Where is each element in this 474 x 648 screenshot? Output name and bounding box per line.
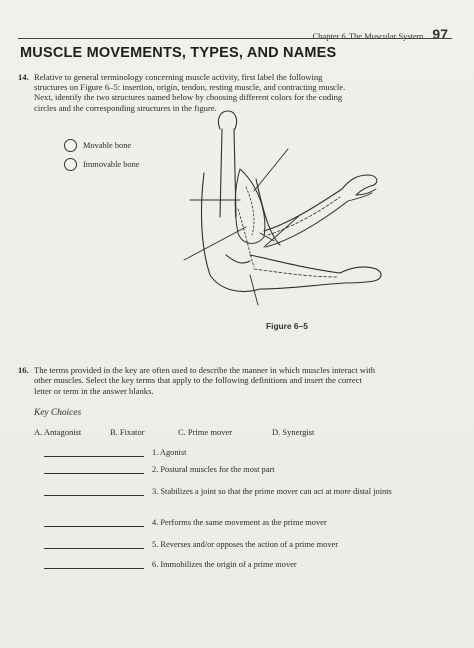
extended-forearm-top [250,255,340,273]
key-choice: B. Fixator [110,427,145,437]
flexed-forearm-top [264,189,342,231]
question-number: 14. [18,72,29,82]
figure-caption: Figure 6–5 [266,321,308,331]
definition-row [44,487,400,497]
title-rule [18,38,452,39]
definition-text: 5. Reverses and/or opposes the action of a prime mover [152,540,339,549]
chapter-title: The Muscular System [348,31,424,41]
key-choice: D. Synergist [272,427,315,437]
legend-item-movable-bone [64,136,140,155]
arm-muscle-figure [180,105,385,315]
muscle-inner-line [246,187,254,235]
key-choices [34,427,314,437]
coding-circle-immovable-bone[interactable] [64,158,77,171]
definition-row [44,448,400,458]
flexed-forearm-bone [268,197,340,235]
upper-arm-outline [202,173,260,291]
color-coding-legend [64,136,140,174]
extended-forearm-bottom [260,283,344,289]
upper-hand [342,175,377,195]
running-head [313,26,448,42]
answer-blank[interactable] [44,560,144,569]
label-line-3 [254,149,288,191]
answer-blank[interactable] [44,487,144,496]
answer-blank[interactable] [44,465,144,474]
answer-blank[interactable] [44,518,144,527]
label-line-2 [184,227,246,260]
humerus-shaft [220,129,236,217]
key-choice: A. Antagonist [34,427,82,437]
elbow [226,255,250,263]
flexed-forearm-bottom [266,201,348,247]
legend-label: Immovable bone [83,160,140,169]
legend-item-immovable-bone [64,155,140,174]
definition-text: 6. Immobilizes the origin of a prime mover [152,560,297,569]
label-line-4 [264,215,300,247]
extended-forearm-bone [254,269,338,277]
chapter-label: Chapter 6 [312,31,346,41]
coding-circle-movable-bone[interactable] [64,139,77,152]
definition-row [44,560,400,570]
contracting-muscle [235,169,265,243]
question-16 [18,365,379,396]
question-text: The terms provided in the key are often used to describe the manner in which muscles interact with other muscles. Select the key terms that apply to the following definitions and insert the correct letter or term in the answer blanks. [34,365,376,396]
key-choice: C. Prime mover [178,427,233,437]
question-number: 16. [18,365,29,375]
definition-row [44,518,400,528]
humerus-head [218,111,236,129]
question-text: Relative to general terminology concerning muscle activity, first label the following structures on Figure 6–5: insertion, origin, tendon, resting muscle, and contracting muscle. Next, identify the two structures named below by choosing different colors for the coding circles and the corresponding structures in the figure. [34,72,346,113]
definition-text: 1. Agonist [152,448,187,457]
legend-label: Movable bone [83,141,132,150]
definition-row [44,465,400,475]
lower-hand [340,267,381,283]
definition-text: 2. Postural muscles for the most part [152,465,275,474]
answer-blank[interactable] [44,448,144,457]
section-title: MUSCLE MOVEMENTS, TYPES, AND NAMES [20,45,337,61]
upper-hand-fingers [348,189,376,201]
definition-text: 4. Performs the same movement as the prime mover [152,518,327,527]
answer-blank[interactable] [44,540,144,549]
key-choices-heading: Key Choices [34,408,82,418]
page-number: 97 [432,26,448,42]
definition-text: 3. Stabilizes a joint so that the prime mover can act at more distal joints [152,487,392,496]
definition-row [44,540,400,550]
